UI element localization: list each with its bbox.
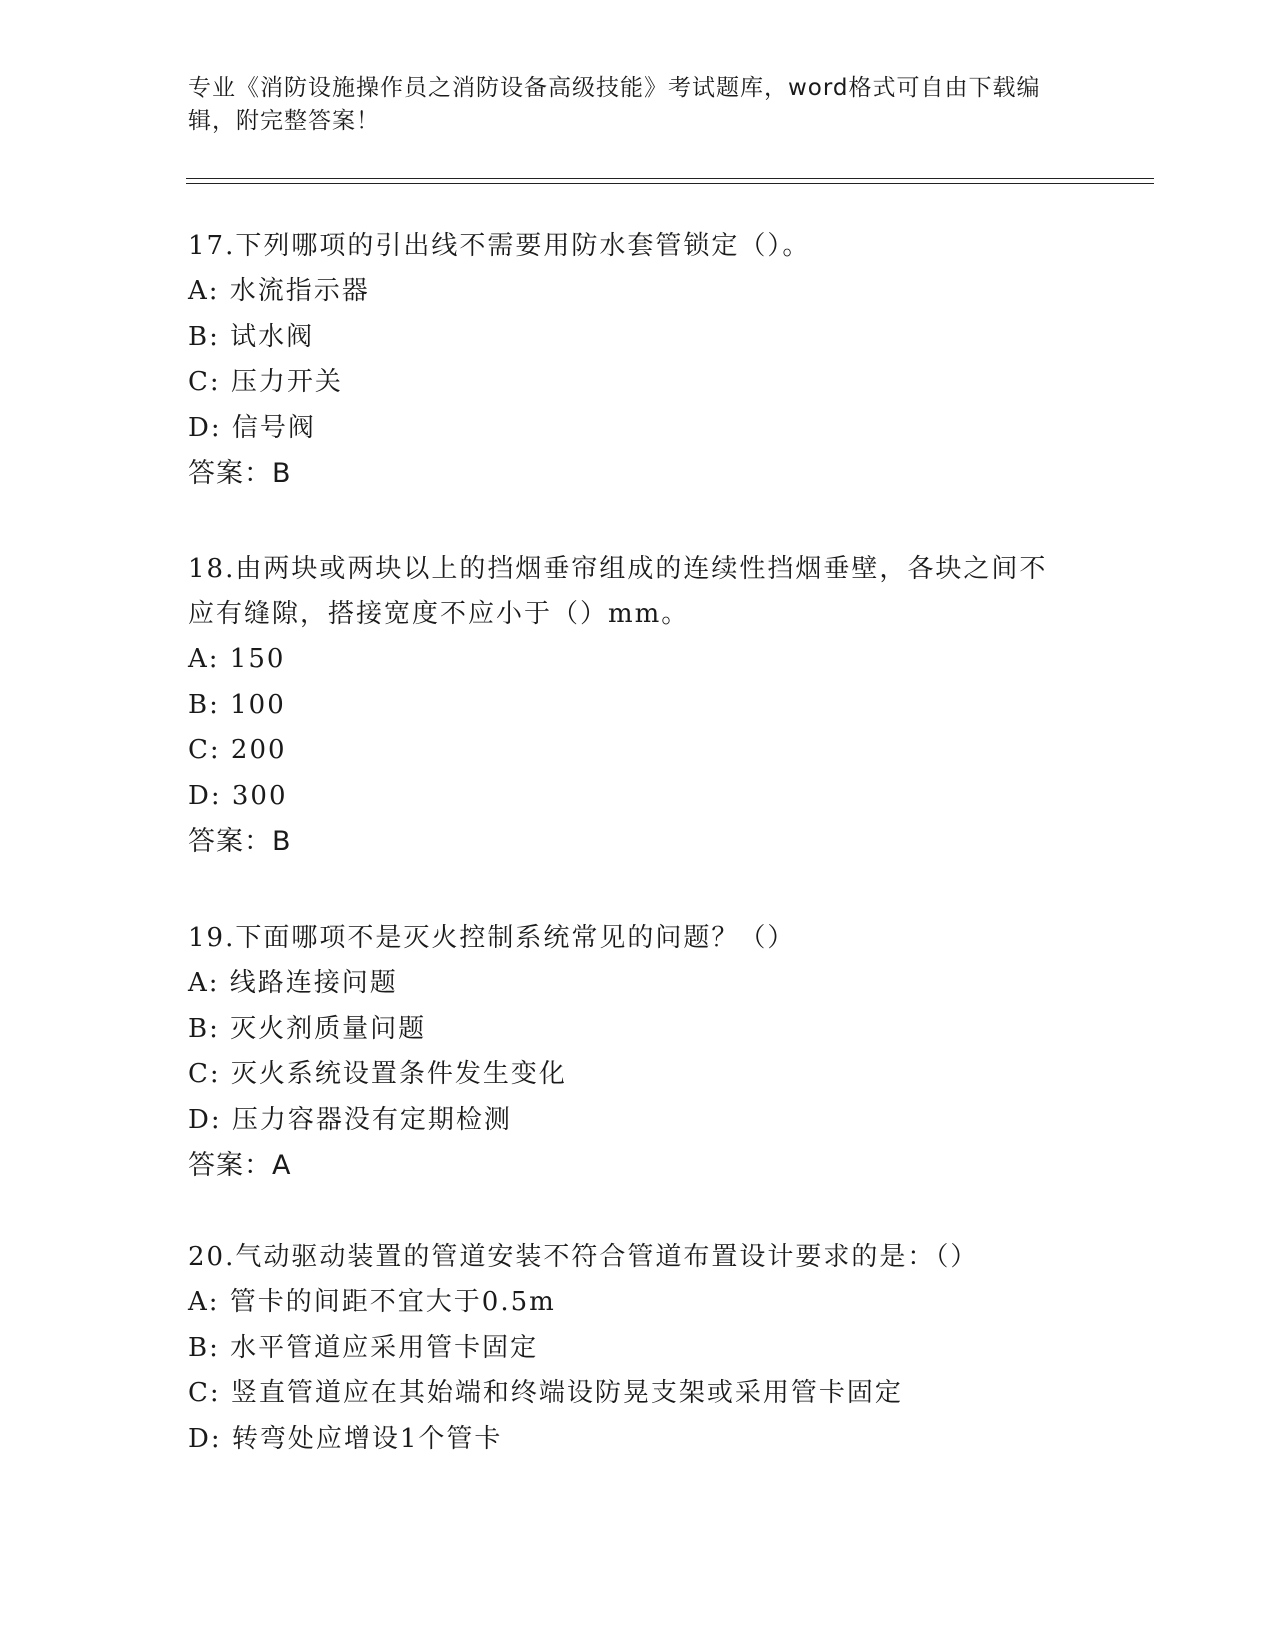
option-a: A: 线路连接问题 <box>188 968 398 998</box>
option-b: B: 灭火剂质量问题 <box>188 1013 427 1044</box>
question-17 <box>188 224 1088 496</box>
option-a: A: 150 <box>188 644 286 674</box>
option-b: B: 100 <box>188 689 286 720</box>
question-stem: 17.下列哪项的引出线不需要用防水套管锁定（）。 <box>188 231 811 261</box>
option-b: B: 试水阀 <box>188 321 315 352</box>
document-header <box>188 72 1068 138</box>
question-stem: 20.气动驱动装置的管道安装不符合管道布置设计要求的是：（） <box>188 1242 979 1272</box>
answer-line: 答案：A <box>188 1150 292 1181</box>
option-c: C: 灭火系统设置条件发生变化 <box>188 1059 567 1089</box>
question-stem: 19.下面哪项不是灭火控制系统常见的问题？（） <box>188 923 796 953</box>
option-d: D: 300 <box>188 780 288 811</box>
option-b: B: 水平管道应采用管卡固定 <box>188 1332 539 1363</box>
answer-line: 答案：B <box>188 458 292 489</box>
answer-line: 答案：B <box>188 826 292 857</box>
option-d: D: 转弯处应增设1个管卡 <box>188 1423 503 1454</box>
question-stem-line-1: 18.由两块或两块以上的挡烟垂帘组成的连续性挡烟垂壁，各块之间不 <box>188 554 1048 584</box>
option-d: D: 信号阀 <box>188 412 316 443</box>
option-a: A: 管卡的间距不宜大于0.5m <box>188 1287 556 1317</box>
header-line-2: 辑，附完整答案！ <box>188 108 380 134</box>
question-20 <box>188 1235 1088 1462</box>
option-c: C: 200 <box>188 735 287 765</box>
question-19 <box>188 916 1088 1188</box>
header-divider-top <box>186 178 1154 179</box>
option-a: A: 水流指示器 <box>188 276 370 306</box>
header-line-1: 专业《消防设施操作员之消防设备高级技能》考试题库，word格式可自由下载编 <box>188 75 1041 101</box>
question-stem-line-2: 应有缝隙，搭接宽度不应小于（）mm。 <box>188 599 690 629</box>
option-c: C: 压力开关 <box>188 367 343 397</box>
option-c: C: 竖直管道应在其始端和终端设防晃支架或采用管卡固定 <box>188 1378 903 1408</box>
question-18 <box>188 547 1088 864</box>
option-d: D: 压力容器没有定期检测 <box>188 1104 512 1135</box>
header-divider-bottom <box>186 183 1154 184</box>
